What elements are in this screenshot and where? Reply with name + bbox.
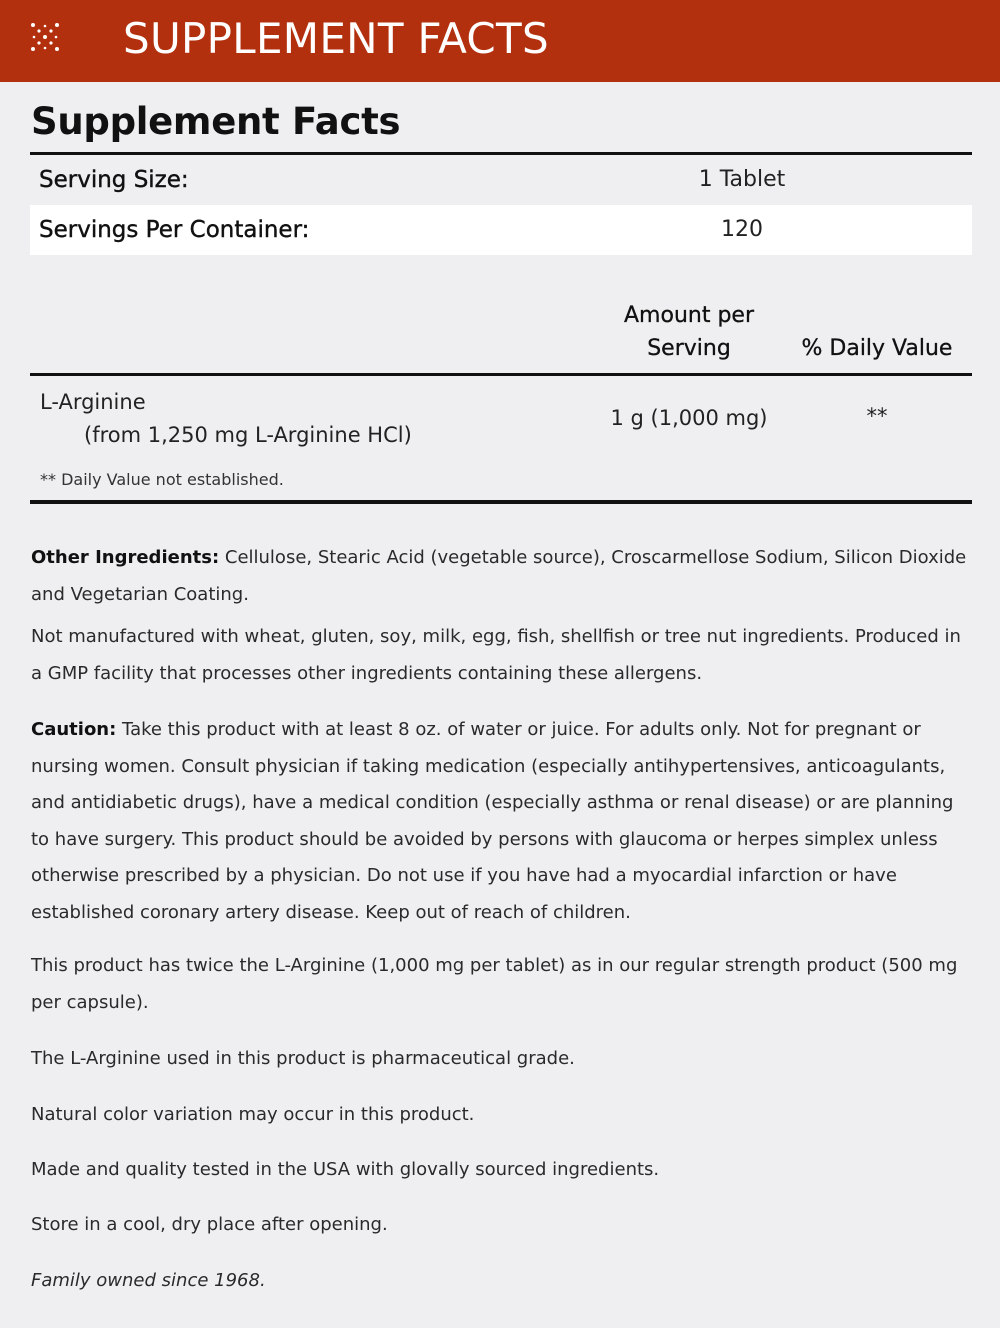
ingredient-amount: 1 g (1,000 mg) (610, 406, 768, 430)
header-bar (0, 0, 1000, 82)
ingredient-daily-value: ** (866, 404, 888, 428)
amount-header-line2: Serving (647, 336, 731, 361)
family-statement: Family owned since 1968. (31, 1270, 266, 1291)
caution-text: Take this product with at least 8 oz. of water or juice. For adults only. Not for pregnant or nursing women. Consult physician if taking medication (especially antihypertensives, anticoagulants, and antidiabetic drugs), have a medical condition (especially asthma or renal disease) or are planning to have surgery. This product should be avoided by persons with glaucoma or herpes simplex unless otherwise prescribed by a physician. Do not use if you have had a myocardial infarction or have established coronary artery disease. Keep out of reach of children. (31, 719, 954, 923)
header-title: SUPPLEMENT FACTS (123, 14, 549, 63)
caution-label: Caution: (31, 719, 117, 740)
caution-statement (31, 712, 971, 931)
facts-title: Supplement Facts (31, 100, 401, 143)
other-ingredients (31, 540, 971, 613)
strength-statement: This product has twice the L-Arginine (1,000 mg per tablet) as in our regular strength product (500 mg per capsule). (31, 955, 958, 1013)
other-ingredients-label: Other Ingredients: (31, 547, 220, 568)
ingredient-source: (from 1,250 mg L-Arginine HCl) (84, 423, 412, 447)
store-statement: Store in a cool, dry place after opening. (31, 1214, 388, 1235)
bottom-rule (30, 500, 972, 504)
other-ingredients-text: Cellulose, Stearic Acid (vegetable source), Croscarmellose Sodium, Silicon Dioxide and Vegetarian Coating. (31, 547, 967, 605)
amount-per-serving-header (589, 299, 789, 365)
servings-per-container-label: Servings Per Container: (39, 217, 310, 243)
daily-value-header: % Daily Value (801, 336, 953, 361)
serving-size-value: 1 Tablet (698, 167, 786, 192)
servings-per-container-value: 120 (721, 217, 763, 242)
sparkle-dots-icon (30, 22, 60, 52)
amount-header-line1: Amount per (624, 303, 754, 328)
color-statement: Natural color variation may occur in this product. (31, 1104, 475, 1125)
serving-size-row (30, 155, 972, 205)
serving-size-label: Serving Size: (39, 167, 189, 193)
servings-per-container-row (30, 205, 972, 255)
daily-value-footnote: ** Daily Value not established. (40, 470, 284, 489)
ingredient-name: L-Arginine (40, 390, 146, 414)
grade-statement: The L-Arginine used in this product is pharmaceutical grade. (31, 1048, 575, 1069)
made-statement: Made and quality tested in the USA with glovally sourced ingredients. (31, 1159, 660, 1180)
header-rule (30, 373, 972, 376)
allergen-statement: Not manufactured with wheat, gluten, soy, milk, egg, fish, shellfish or tree nut ingredients. Produced in a GMP facility that processes other ingredients containing these allergens. (31, 626, 961, 684)
